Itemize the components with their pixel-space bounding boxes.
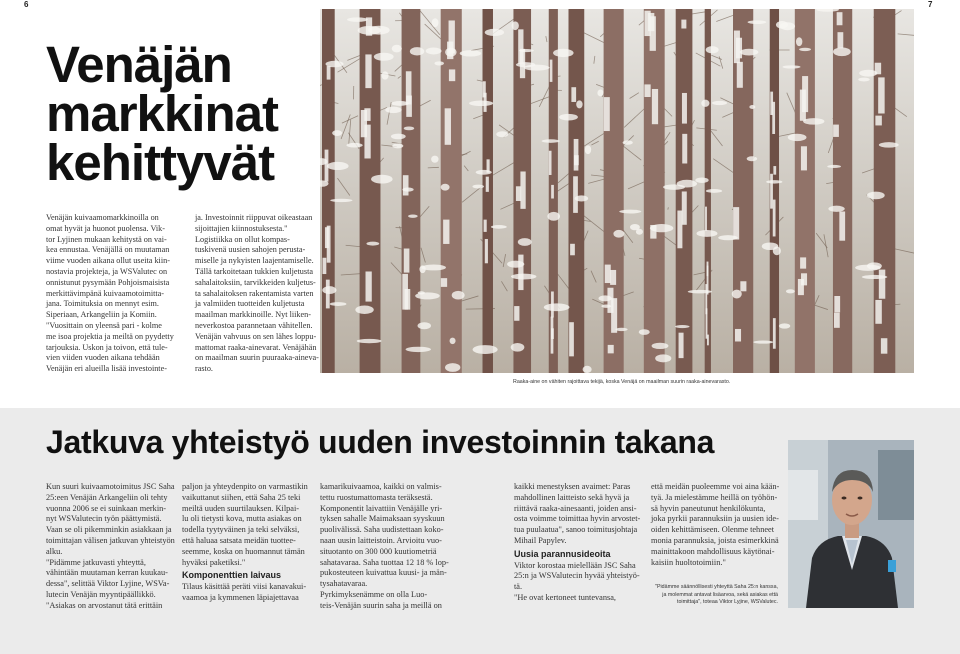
text-line: onnistunut pysymään Pohjoismaisista <box>46 277 170 287</box>
text-line: puolivälissä. Saha uudistettaan koko- <box>320 525 444 535</box>
text-line: Tällä tarkoitetaan tukkien kuljetusta <box>195 266 313 276</box>
text-line: maailman markkinoille. Nyt liiken- <box>195 310 311 320</box>
text-line: todella tyytyväinen ja teki selväksi, <box>182 525 300 535</box>
text-line: dessa", selittää Viktor Lyjine, WSVa- <box>46 579 170 589</box>
text-line: viime vuoden aikana ollut useita kiin- <box>46 256 170 266</box>
text-line: tarjouksia. Uskon ja toivon, että tule- <box>46 342 168 352</box>
text-line: joka pyrkii parannuksiin ja uusien ide- <box>651 514 779 524</box>
title-line: Venäjän <box>46 36 232 93</box>
text-line: "Vuosittain on yleensä pari - kolme <box>46 320 162 330</box>
title-line: kehittyvät <box>46 134 275 191</box>
text-line: lu oli tietysti kova, mutta asiakas on <box>182 514 302 524</box>
text-line: tettu ruostumattomasta teräksestä. <box>320 492 433 502</box>
text-line: me isoa projektia ja meiltä on pyydetty <box>46 331 174 341</box>
text-line: vähintään muutaman kerran kuukau- <box>46 568 168 578</box>
subheading: Uusia parannusideoita <box>514 548 611 559</box>
text-line: "He ovat kertoneet tuntevansa, <box>514 592 616 602</box>
text-line: tua puulaatua", sanoo toimitusjohtaja <box>514 525 638 535</box>
text-line: vaamoa ja kymmenen läpiajettavaa <box>182 592 299 602</box>
text-line: Logistiikka on ollut kompas- <box>195 234 290 244</box>
caption-line: toimittaja", toteaa Viktor Lyjine, WSValutec. <box>677 599 778 605</box>
text-line: Viktor korostaa mielellään JSC Saha <box>514 560 636 570</box>
text-line: kea ennustaa. Venäjällä on muutaman <box>46 245 170 255</box>
body-column-2 <box>182 482 310 604</box>
text-line: mainittakoon mahdollisuus käytönai- <box>651 546 775 556</box>
text-line: tä. <box>514 582 523 592</box>
intro-column-1 <box>46 213 181 375</box>
text-line: miselle ja nykyisten laajentamiselle. <box>195 256 314 266</box>
text-line: tyksen sahalle Maimaksaan syyskuun <box>320 514 445 524</box>
text-line: Venäjän kuivaamomarkkinoilla on <box>46 213 159 222</box>
text-line: että meidän puoleemme voi aina kään- <box>651 482 780 491</box>
text-line: että haluaa satsata meidän tuottee- <box>182 535 296 545</box>
text-line: meiltä uuden suurtilauksen. Kilpai- <box>182 503 300 513</box>
text-line: Mihail Papylev. <box>514 535 567 545</box>
text-line: rasto. <box>195 364 213 374</box>
text-line: Venäjän vahvuus on sen lähes loppu- <box>195 331 317 341</box>
text-line: sijoittajien kiinnostuksesta." <box>195 223 288 233</box>
text-line: oiden kehittämiseen. Olenme tehneet <box>651 525 775 535</box>
caption-line: ja molemmat antavat lisäarvoa, sekä asiakas että <box>662 591 778 598</box>
text-line: seemme, koska on huomannut tämän <box>182 546 305 556</box>
text-line: toimittajan välisen jatkuvan yhteistyön <box>46 535 175 545</box>
text-line: nyt WSValutecin työn päättymistä. <box>46 514 162 524</box>
text-line: jana. Toimituksia on mennyt esim. <box>46 299 159 309</box>
body-column-4 <box>514 482 642 604</box>
text-line: alku. <box>46 546 63 556</box>
text-line: vuonna 2006 se ei suinkaan merkin- <box>46 503 167 513</box>
text-line: naan uusin laitteistoin. Arvioitu vuo- <box>320 535 442 545</box>
portrait-photo <box>788 440 914 608</box>
text-line: sahatavaraa. Saha tuottaa 12 18 % lop- <box>320 557 449 567</box>
text-line: riittävä raaka-ainesaanti, joiden ansi- <box>514 503 637 513</box>
text-line: sahalaitoksiin, tarvikkeiden kuljetus- <box>195 277 316 287</box>
caption-line: "Pidämme säännöllisesti yhteyttä Saha 25:n kanssa, <box>655 584 778 590</box>
text-line: vien viiden vuoden aikana tehdään <box>46 353 160 363</box>
body-column-5 <box>651 482 781 568</box>
text-line: osta voimme toimittaa hyvin arvostet- <box>514 514 641 524</box>
text-line: lutecin Venäjän myyntipäällikkö. <box>46 589 156 599</box>
text-line: ja. Investoinnit riippuvat oikeastaan <box>195 213 313 222</box>
text-line: Kun suuri kuivaamotoimitus JSC Saha <box>46 482 175 491</box>
text-line: tysahatavaraa. <box>320 579 368 589</box>
text-line: tor Lyjinen mukaan kehitystä on vai- <box>46 234 167 244</box>
article-title <box>46 36 278 191</box>
text-line: kaisiin huoltotoimiin." <box>651 557 726 567</box>
text-line: Tilaus käsittää peräti viisi kanavakui- <box>182 582 307 592</box>
text-line: tyä. Ja mielestämme heillä on työhön- <box>651 492 778 502</box>
portrait-caption <box>650 584 778 607</box>
text-line: merkittävimpänä kuivaamotoimitta- <box>46 288 165 298</box>
body-column-1 <box>46 482 174 612</box>
text-line: Komponentit laivattiin Venäjälle yri- <box>320 503 443 513</box>
text-line: Vaan se oli pikemminkin asiakkaan ja <box>46 525 172 535</box>
text-line: kaikki menestyksen avaimet: Paras <box>514 482 631 491</box>
text-line: mahdollinen laitteisto sekä hyvä ja <box>514 492 630 502</box>
text-line: pukosteuteen kuivattua kuusi- ja män- <box>320 568 447 578</box>
text-line: ja valmiiden tuotteiden kuljetusta <box>195 299 305 309</box>
text-line: hyväksi paketiksi." <box>182 557 246 567</box>
text-line: nostavia projekteja, ja WSValutec on <box>46 266 168 276</box>
text-line: situotanto on 300 000 kuutiometriä <box>320 546 437 556</box>
subheading: Komponenttien laivaus <box>182 570 282 581</box>
text-line: sä hyvin paneutunut henkilökunta, <box>651 503 766 513</box>
page-number-right: 7 <box>928 0 933 9</box>
text-line: paljon ja yhteydenpito on varmastikin <box>182 482 308 491</box>
text-line: Venäjän eri alueilla lisää investointe- <box>46 364 167 374</box>
text-line: on maailman suurin puuraaka-aineva- <box>195 353 319 363</box>
text-line: "Asiakas on arvostanut tätä erittäin <box>46 600 163 610</box>
title-line: markkinat <box>46 85 278 142</box>
snowy-forest-photo <box>320 9 914 373</box>
text-line: 25:n ja WSValutecin hyvää yhteistyö- <box>514 571 640 581</box>
text-line: Pyrkimyksenämme on olla Luo- <box>320 589 428 599</box>
article-headline: Jatkuva yhteistyö uuden investoinnin takana <box>46 424 715 460</box>
text-line: neverkostoa parannetaan vähitellen. <box>195 320 313 330</box>
text-line: tuskivenä uusien sahojen perusta- <box>195 245 306 255</box>
text-line: mattomat raaka-ainevarat. Venäjähän <box>195 342 317 352</box>
text-line: vaikuttanut siihen, että Saha 25 teki <box>182 492 301 502</box>
text-line: Siperiaan, Arkangeliin ja Komiin. <box>46 310 157 320</box>
text-line: ta sahalaitoksen rakentamista varten <box>195 288 314 298</box>
text-line: omat hyvät ja huonot puolensa. Vik- <box>46 223 165 233</box>
text-line: teis-Venäjän suurin saha ja meillä on <box>320 600 442 610</box>
photo-caption: Raaka-aine on vähiten rajoittava tekijä, koska Venäjä on maailman suurin raaka-ainevarasto. <box>513 379 731 385</box>
text-line: kamarikuivaamoa, kaikki on valmis- <box>320 482 442 491</box>
text-line: monia parannuksia, joista esimerkkinä <box>651 535 779 545</box>
body-column-3 <box>320 482 448 612</box>
text-line: 25:een Venäjän Arkangeliin oli tehty <box>46 492 168 502</box>
intro-column-2 <box>195 213 319 375</box>
text-line: "Pidämme jatkuvasti yhteyttä, <box>46 557 146 567</box>
page-number-left: 6 <box>24 0 29 9</box>
